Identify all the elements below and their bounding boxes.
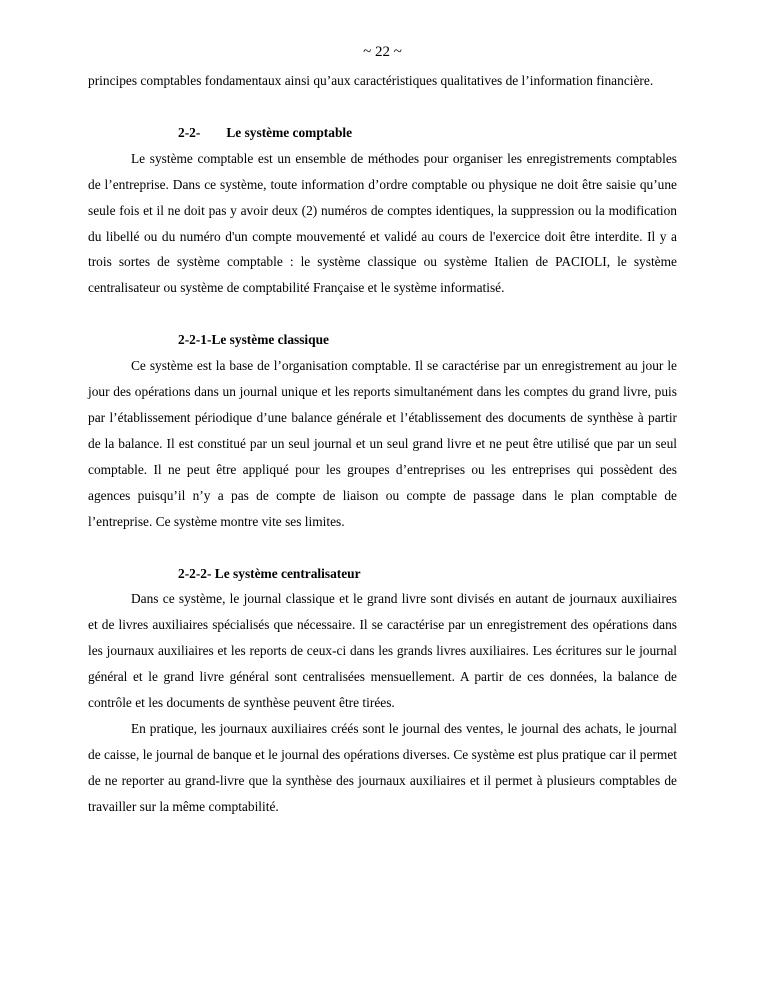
page-content xyxy=(88,68,684,820)
page-number: ~ 22 ~ xyxy=(363,44,402,60)
section-2-2-1-paragraph: Ce système est la base de l’organisation comptable. Il se caractérise par un enregistrement au jour le jour des opérations dans un journal unique et les reports simultanément dans les comptes du grand livre, puis par l’établissement périodique d’une balance générale et l’établissement des documents de synthèse à partir de la balance. Il est constitué par un seul journal et un seul grand livre et ne peut être utilisé que par un seul comptable. Il ne peut être appliqué pour les groupes d’entreprises ou les entreprises qui possèdent des agences puisqu’il n’y a pas de compte de liaison ou compte de passage dans le plan comptable de l’entreprise. Ce système montre vite ses limites. xyxy=(88,358,677,529)
section-2-2-paragraph: Le système comptable est un ensemble de méthodes pour organiser les enregistrements comptables de l’entreprise. Dans ce système, toute information d’ordre comptable ou physique ne doit être saisie qu’une seule fois et il ne doit pas y avoir deux (2) numéros de comptes identiques, la suppression ou la modification du libellé ou du numéro d'un compte mouvementé et validé au cours de l'exercice doit être interdite. Il y a trois sortes de système comptable : le système classique ou système Italien de PACIOLI, le système centralisateur ou système de comptabilité Française et le système informatisé. xyxy=(88,150,677,296)
section-2-2-2-paragraph-2: En pratique, les journaux auxiliaires créés sont le journal des ventes, le journal des achats, le journal de caisse, le journal de banque et le journal des opérations diverses. Ce système est plus pratique car il permet de ne reporter au grand-livre que la synthèse des journaux auxiliaires et il permet à plusieurs comptables de travailler sur la même comptabilité. xyxy=(88,720,677,814)
section-2-2-1-heading: 2-2-1-Le système classique xyxy=(178,332,329,348)
spacer xyxy=(88,301,677,327)
section-2-2-number: 2-2- xyxy=(178,124,201,140)
section-2-2-2-paragraph-1: Dans ce système, le journal classique et le grand livre sont divisés en autant de journaux auxiliaires et de livres auxiliaires spécialisés que nécessaire. Il se caractérise par un enregistrement des opérations dans les journaux auxiliaires et les reports de ceux-ci dans les grands livres auxiliaires. Les écritures sur le journal général et le grand livre général sont centralisées mensuellement. A partir de ces données, la balance de contrôle et les documents de synthèse peuvent être tirées. xyxy=(88,591,684,711)
spacer xyxy=(88,94,677,120)
section-2-2-2-heading: 2-2-2- Le système centralisateur xyxy=(178,565,361,581)
intro-paragraph: principes comptables fondamentaux ainsi qu’aux caractéristiques qualitatives de l’information financière. xyxy=(88,73,654,88)
section-2-2-title: Le système comptable xyxy=(226,124,353,140)
spacer xyxy=(88,535,677,561)
section-2-2-heading xyxy=(88,120,677,146)
